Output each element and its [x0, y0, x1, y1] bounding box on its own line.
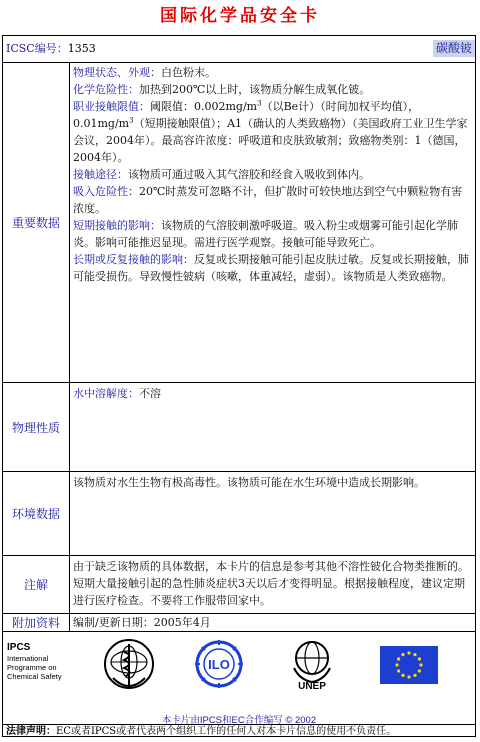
legal-text: EC或者IPCS或者代表两个组织工作的任何人对本卡片信息的使用不负责任。: [56, 726, 397, 737]
section-label-environment: 环境数据: [3, 472, 70, 555]
short-term-effects: [73, 217, 471, 251]
inhalation-hazard: [73, 183, 471, 217]
section-important-data: [3, 62, 475, 383]
exposure-limits-key: 职业接触限值：: [73, 100, 150, 113]
important-content: [70, 62, 475, 382]
ipcs-line-2: Programme on: [7, 663, 57, 672]
exposure-limits: [73, 98, 471, 166]
physical-content: [70, 383, 475, 471]
ipcs-line-3: Chemical Safety: [7, 672, 62, 681]
exposure-limits-sup-b: 3: [129, 116, 134, 125]
ipcs-title: IPCS: [7, 642, 31, 653]
exposure-routes: [73, 166, 471, 183]
solubility-text: 不溶: [139, 387, 161, 400]
physical-state-key: 物理状态、外观：: [73, 66, 161, 79]
inhalation-hazard-text: 20℃时蒸发可忽略不计，但扩散时可较快地达到空气中颗粒物有害浓度。: [73, 185, 463, 215]
exposure-limits-text-a: 阈限值：0.002mg/m: [150, 100, 258, 113]
section-environmental-data: [3, 472, 475, 556]
ilo-emblem-icon: [193, 638, 245, 690]
unep-text: UNEP: [298, 681, 326, 690]
unep-emblem-icon: [286, 638, 338, 690]
icsc-number: [6, 42, 96, 56]
chemical-hazard-text: 加热到200℃以上时，该物质分解生成氧化铍。: [139, 83, 371, 96]
section-label-notes: 注解: [3, 556, 70, 613]
chemical-name: 碳酸铍: [433, 40, 475, 57]
additional-content: 编制/更新日期：2005年4月: [73, 616, 211, 629]
section-label-additional: 附加资料: [3, 614, 70, 631]
footer-logos: [3, 636, 475, 690]
exposure-limits-text-b: （以Be计）（时间加权平均值），0.01mg/m: [73, 100, 420, 130]
ipcs-line-1: International: [7, 654, 49, 663]
environment-content: 该物质对水生生物有极高毒性。该物质可能在水生环境中造成长期影响。: [73, 476, 425, 489]
section-notes: [3, 556, 475, 614]
short-term-effects-text: 该物质的气溶胶刺激呼吸道。吸入粉尘或烟雾可能引起化学肺炎。影响可能推迟显现。需进行医学观察。接触可能导致死亡。: [73, 219, 458, 249]
physical-state: [73, 64, 471, 81]
chemical-hazard-key: 化学危险性：: [73, 83, 139, 96]
long-term-effects-text: 反复或长期接触可能引起皮肤过敏。反复或长期接触，肺可能受损伤。导致慢性铍病（咳嗽，体重减轻，虚弱）。该物质是人类致癌物。: [73, 253, 469, 283]
section-physical-properties: [3, 383, 475, 472]
icsc-number-value: 1353: [67, 42, 96, 55]
legal-statement: [3, 724, 475, 738]
ipcs-logo-text: [7, 642, 62, 681]
exposure-limits-sup-a: 3: [257, 99, 262, 108]
chemical-hazard: [73, 81, 471, 98]
ilo-text: ILO: [208, 657, 230, 672]
section-additional-info: [3, 614, 475, 632]
physical-state-text: 白色粉末。: [161, 66, 216, 79]
exposure-routes-key: 接触途径：: [73, 168, 128, 181]
exposure-limits-text-c: （短期接触限值）；A1（确认的人类致癌物）（美国政府工业卫生学家会议，2004年）。最高容许浓度：呼吸道和皮肤致敏剂；致癌物类别：1（德国，2004年）。: [73, 117, 468, 164]
eu-flag-icon: [380, 646, 438, 684]
cooperation-note: 本卡片由IPCS和EC合作编写 © 2002: [161, 715, 317, 726]
who-emblem-icon: [103, 638, 155, 690]
card-frame: [2, 35, 476, 737]
long-term-effects-key: 长期或反复接触的影响：: [73, 253, 194, 266]
notes-content: 由于缺乏该物质的具体数据，本卡片的信息是参考其他不溶性铍化合物类推断的。短期大量接触引起的急性肺炎症状3天以后才变得明显。根据接触程度，建议定期进行医疗检查。不要将工作服带回家中。: [73, 560, 469, 607]
card-title: 国际化学品安全卡: [160, 6, 320, 26]
card-header: [3, 36, 475, 63]
section-label-physical: 物理性质: [3, 383, 70, 471]
solubility-key: 水中溶解度：: [73, 387, 139, 400]
icsc-number-label: ICSC编号：: [6, 42, 68, 55]
inhalation-hazard-key: 吸入危险性：: [73, 185, 139, 198]
exposure-routes-text: 该物质可通过吸入其气溶胶和经食入吸收到体内。: [128, 168, 370, 181]
short-term-effects-key: 短期接触的影响：: [73, 219, 161, 232]
legal-key: 法律声明：: [6, 726, 56, 737]
long-term-effects: [73, 251, 471, 285]
section-label-important: 重要数据: [3, 62, 70, 382]
